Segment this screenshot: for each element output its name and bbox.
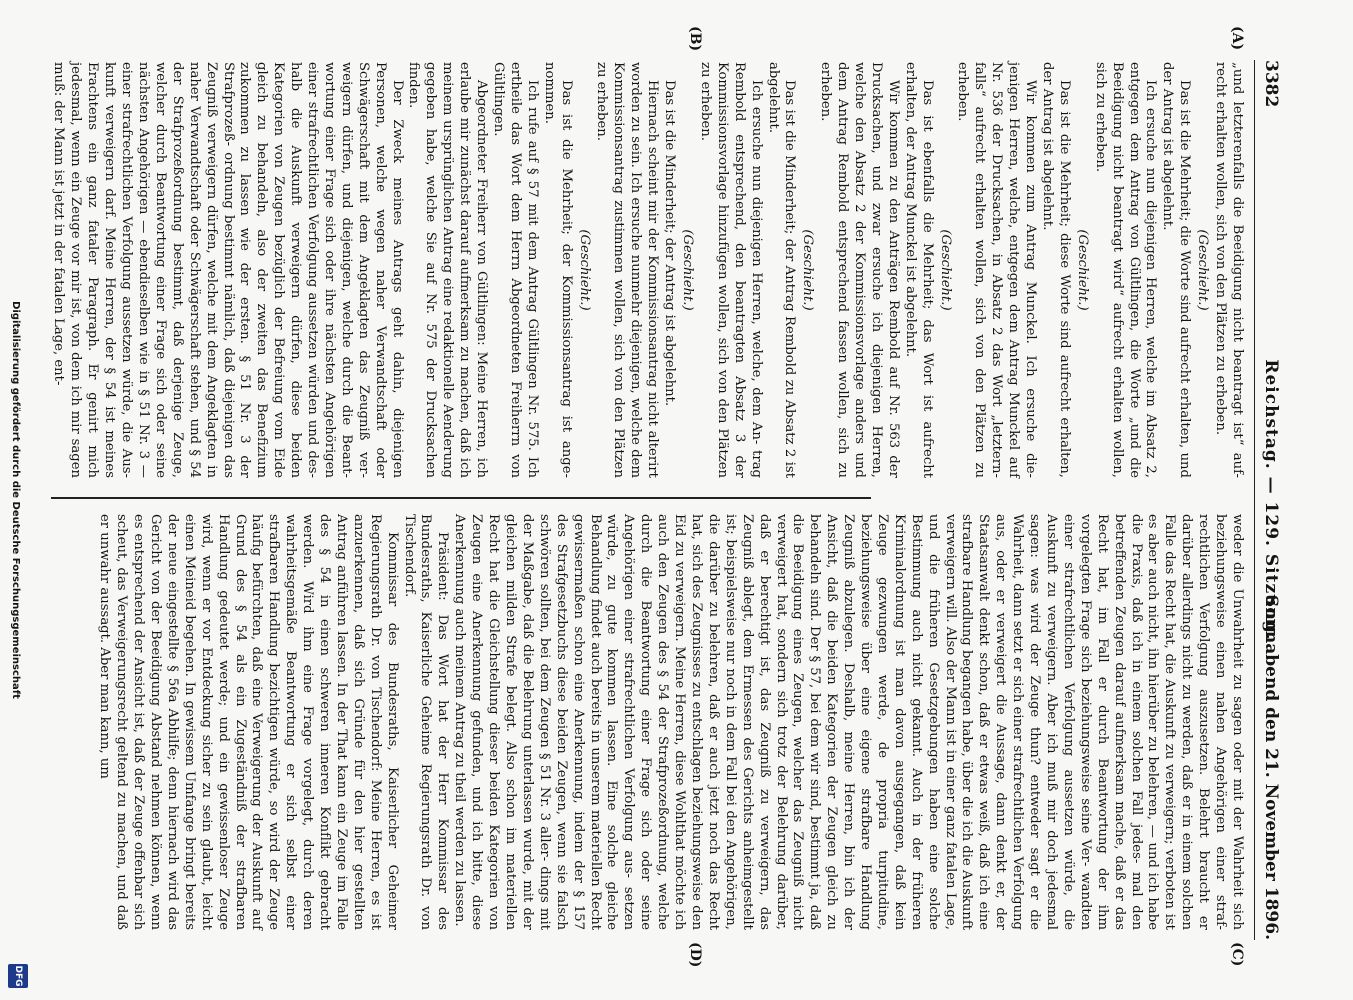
- paragraph: Präsident: Das Wort hat der Herr Kommissar des Bundesraths, Kaiserliche Geheime Regierungsrath Dr. von Tischendorf.: [401, 514, 451, 930]
- dfg-logo: DFG: [8, 964, 28, 988]
- page-number: 3382: [1261, 60, 1281, 108]
- left-text-column: [51, 62, 1245, 478]
- paragraph: Wir kommen zum Antrag Munckel. Ich ersuche die- jenigen Herren, welche, entgegen dem Antrag Munckel auf Nr. 536 der Drucksachen, in Absatz 2 das Wort „letztern- falls“ aufrecht erhalten wollen, sich von den Plätzen zu erheben.: [955, 62, 1039, 478]
- paragraph: Hiernach scheint mir der Kommissionsantrag nicht alterirt worden zu sein. Ich ersuche nunmehr diejenigen, welche dem Kommissionsantrag zustimmen wollen, sich von den Plätzen zu erheben.: [594, 62, 661, 478]
- right-text-column: [65, 514, 1245, 930]
- paragraph: Abgeordneter Freiherr von Gültlingen: Meine Herren, ich erlaube mir zunächst darauf aufmerksam zu machen, daß ich meinem ursprünglichen Antrag eine redaktionelle Aenderung gegeben habe, welche Sie auf Nr. 575 der Drucksachen finden.: [406, 62, 490, 478]
- paragraph: Ich ersuche nun diejenigen Herren, welche, dem An- trag Rembold entsprechend, den beantragten Absatz 3 der Kommissionsvorlage hinzufügen wollen, sich von den Plätzen zu erheben.: [697, 62, 764, 478]
- stage-direction: (Geschieht.): [1195, 229, 1211, 311]
- paragraph: Das ist ebenfalls die Mehrheit; das Wort ist aufrecht erhalten, der Antrag Munckel ist abgelehnt.: [902, 62, 935, 478]
- header-rule: [1254, 60, 1255, 940]
- stage-direction: (Geschieht.): [800, 229, 816, 311]
- paragraph: Der Zweck meines Antrags geht dahin, diejenigen Personen, welche wegen naher Verwandtschaft oder Schwägerschaft mit dem Angeklagten das Zeugniß ver- weigern dürfen, und diejenigen, welche durch die Beant- wortung einer Frage sich oder ihre nächsten Angehörigen einer strafrechtlichen Verfolgung aussetzen würden und des- halb die Auskunft verweigern dürfen, diese beiden Kategorien von Zeugen bezüglich der Befreiung vom Eide gleich zu behandeln, also der zweiten das Benefizium zukommen zu lassen wie der ersten. § 51 Nr. 3 der Strafprozeß- ordnung bestimmt nämlich, daß diejenigen das Zeugniß verweigern dürfen, welche mit dem Angeklagten in naher Verwandtschaft oder Schwägerschaft stehen, und § 54 der Strafprozeßordnung bestimmt, daß derjenige Zeuge, welcher durch Beantwortung einer Frage sich oder seine nächsten Angehörigen — ebendieselben wie in § 51 Nr. 3 — einer strafrechtlichen Verfolgung aussetzen würde, die Aus- kunft verweigern darf. Meine Herren, der § 54 ist meines Erachtens ein ganz fataler Paragraph. Er genirt mich jedesmal, wenn ein Zeuge vor mir ist, von dem ich mir sagen muß: der Mann ist jetzt in der fatalen Lage, ent-: [51, 62, 405, 478]
- session-date: Sonnabend den 21. November 1896.: [1261, 594, 1281, 940]
- page-title: Reichstag. — 129. Sitzung.: [1261, 359, 1281, 641]
- margin-letter-b: (B): [687, 26, 703, 52]
- stage-direction: (Geschieht.): [680, 229, 695, 311]
- paragraph: „und letzterenfalls die Beeidigung nicht beantragt ist“ auf- recht erhalten wollen, sich von den Plätzen zu erheben.: [1213, 62, 1245, 478]
- paragraph: weder die Unwahrheit zu sagen oder mit der Wahrheit sich beziehungsweise einen nahen Angehörigen einer straf- rechtlichen Verfolgung auszusetzen. Belehrt braucht er darüber allerdings nicht zu werden, daß er in einem solchen Falle das Recht hat, die Auskunft zu verweigern; verboten ist es aber auch nicht, ihn hierüber zu belehren, — und ich habe die Praxis, daß ich in einem solchen Fall jedes- mal den betreffenden Zeugen darauf aufmerksam mache, daß er das Recht hat, im Fall er durch Beantwortung der ihm vorgelegten Frage sich beziehungsweise seine Ver- wandten einer strafrechtlichen Verfolgung aussetzen würde, die Auskunft zu verweigern. Aber ich muß mir doch jedesmal sagen: was wird der Zeuge thun? entweder sagt er die Wahrheit, dann setzt er sich einer strafrechtlichen Verfolgung aus, oder er verweigert die Aussage, dann denkt er, der Staatsanwalt denkt schon, daß er etwas weiß, daß ich eine strafbare Handlung begangen habe, über die ich die Auskunft verweigern will. Also der Mann ist in einer ganz fatalen Lage, und die früheren Gesetzgebungen haben eine solche Bestimmung auch nicht gekannt. Auch in der früheren Kriminalordnung ist man davon ausgegangen, daß kein Zeuge gezwungen werde, de propria turpitudine, beziehungsweise über eine eigene strafbare Handlung Zeugniß abzulegen. Deshalb, meine Herren, bin ich der Ansicht, daß die beiden Kategorien der Zeugen gleich zu behandeln sind. Der § 57, bei dem wir sind, bestimmt ja, daß die Beeidigung eines Zeugen, welcher das Zeugniß nicht verweigert hat, sondern sich trotz der Belehrung darüber, daß er berechtigt ist, das Zeugniß zu verweigern, das Zeugniß ablegt, dem Ermessen des Gerichts anheimgestellt ist; beispielsweise nur noch in dem Fall bei den Angehörigen, die darüber zu belehren, daß er auch jetzt noch das Recht hat, sich des Zeugnisses zu entschlagen beziehungsweise den Eid zu verweigern. Meine Herren, diese Wohlthat möchte ich auch den Zeugen des § 54 der Strafprozeßordnung, welche durch die Beantwortung einer Frage sich oder seine Angehörigen einer strafrechtlichen Verfolgung aus- setzen würde, zu gute kommen lassen. Eine solche gleiche Behandlung findet auch bereits in unserem materiellen Recht gewissermaßen schon eine Anerkennung, indem der § 157 des Strafgesetzbuchs diese beiden Zeugen, wenn sie falsch schwören sollten, bei dem Zeugen § 51 Nr. 3 aller- dings mit der Maßgabe, daß die Belehrung unterlassen wurde, mit der gleichen milden Strafe belegt. Also schon im materiellen Recht hat die Gleichstellung dieser beiden Kategorien von Zeugen eine Anerkennung gefunden, und ich bitte, diese Anerkennung auch meinem Antrag zu theil werden zu lassen.: [452, 514, 1245, 930]
- column-divider: [51, 497, 871, 499]
- margin-letter-d: (D): [687, 942, 703, 968]
- stage-direction: (Geschieht.): [937, 229, 953, 311]
- paragraph: Ich ersuche nun diejenigen Herren, welche im Absatz 2, entgegen dem Antrag von Gültlingen, die Worte „und die Beeidigung nicht beantragt wird“ aufrecht erhalten wollen, sich zu erheben.: [1092, 62, 1159, 478]
- paragraph: Das ist die Minderheit; der Antrag ist abgelehnt.: [662, 80, 678, 407]
- paragraph: Wir kommen zu den Anträgen Rembold auf Nr. 563 der Drucksachen, und zwar ersuche ich diejenigen Herren, welche den Absatz 2 der Kommissionsvorlage anders und dem Antrag Rembold entsprechend fassen wollen, sich zu erheben.: [818, 62, 901, 478]
- paragraph: Das ist die Minderheit; der Antrag Rembold zu Absatz 2 ist abgelehnt.: [765, 62, 798, 478]
- paragraph: Ich rufe auf § 57 mit dem Antrag Gültlingen Nr. 575. Ich ertheile das Wort dem Herrn Abgeordneten Freiherrn von Gültlingen.: [491, 62, 540, 478]
- paragraph: Das ist die Mehrheit; die Worte sind aufrecht erhalten, und der Antrag ist abgelehnt.: [1160, 62, 1193, 478]
- paragraph: Das ist die Mehrheit; der Kommissionsantrag ist ange- nommen.: [541, 62, 574, 478]
- stage-direction: (Geschieht.): [576, 229, 592, 311]
- paragraph: Das ist die Mehrheit; diese Worte sind aufrecht erhalten, der Antrag ist abgelehnt.: [1040, 62, 1072, 478]
- paragraph: Kommissar des Bundesraths, Kaiserlicher Geheimer Regierungsrath Dr. von Tischendorf: Meine Herren, es ist anzuerkennen, daß sich Gründe für den hier gestellten Antrag anführen lassen. In der That kann ein Zeuge im Falle des § 54 in einen schweren inneren Konflikt gebracht werden. Wird ihm eine Frage vorgelegt, durch deren wahrheitsgemäße Beantwortung er sich selbst einer strafbaren Handlung bezichtigen würde, so wird der Zeuge häufig befürchten, daß eine Verweigerung der Auskunft auf Grund des § 54 als ein Zugeständniß der strafbaren Handlung gedeutet werde; und ein gewissenloser Zeuge wird, wenn er vor Entdeckung sicher zu sein glaubt, leicht einen Meineid begehen. In gewissem Umfange bringt bereits der neue eingestellte § 56a Abhilfe; denn hiernach wird das Gericht von der Beeidigung Abstand nehmen können, wenn es entsprechend der Ansicht ist, daß der Zeuge offenbar sich scheut, das Verweigerungsrecht geltend zu machen, und daß er unwahr aussagt. Aber man kann, um: [97, 514, 400, 930]
- funding-note: Digitalisierung gefördert durch die Deutsche Forschungsgemeinschaft: [10, 301, 21, 699]
- margin-letter-c: (C): [1229, 942, 1245, 967]
- margin-letter-a: (A): [1229, 26, 1245, 51]
- stage-direction: (Geschieht.): [1074, 229, 1090, 311]
- page-header: [1257, 60, 1281, 940]
